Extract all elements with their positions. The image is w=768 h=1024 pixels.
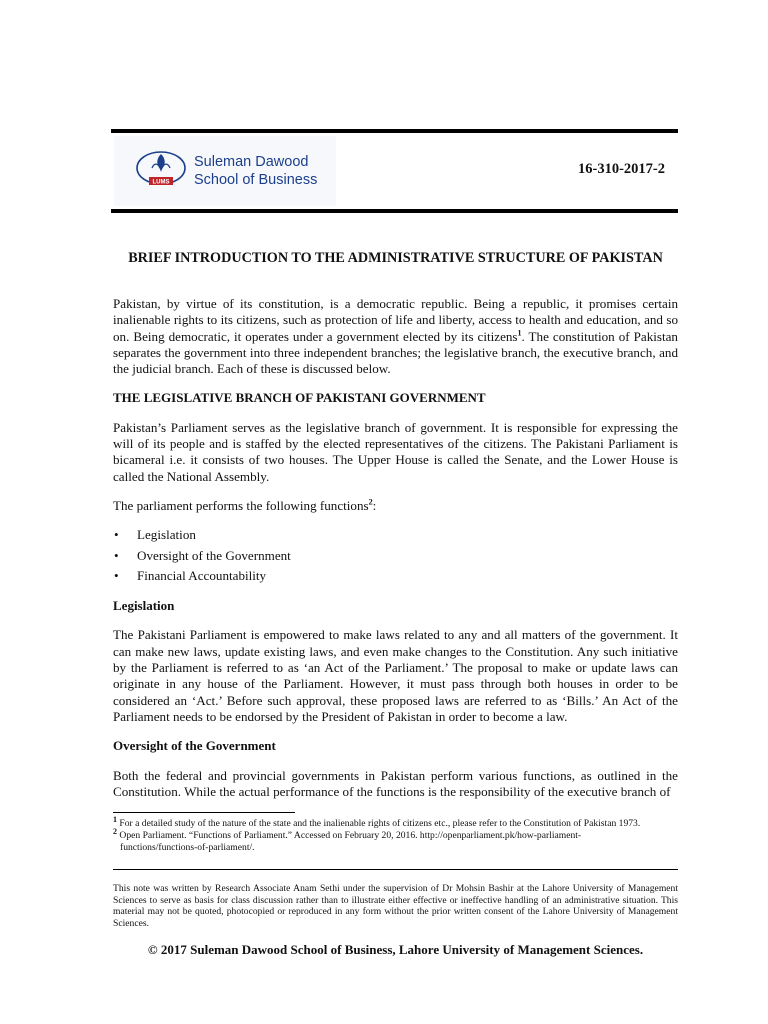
logo-line-2: School of Business	[194, 172, 318, 188]
legislation-paragraph: The Pakistani Parliament is empowered to make laws related to any and all matters of the government. It can make new laws, update existing laws, and even make changes to the Constitution. Any such initiative by the Parliament is referred to as ‘an Act of the Parliament.’ The proposal to make or update laws can originate in any house of the Parliament. However, it must pass through both houses in order to be considered an ‘Act.’ Before such approval, these proposed laws are referred to as ‘Bills.’ An Act of the Parliament needs to be endorsed by the President of Pakistan in order to become a law.	[113, 627, 678, 724]
footnote-2: $^2$ Open Parliament. “Functions of Parliament.” Accessed on February 20, 2016. http://openparliament.pk/how-parliament-	[113, 826, 582, 841]
list-item: • Oversight of the Government	[113, 548, 678, 564]
authorship-note: This note was written by Research Associate Anam Sethi under the supervision of Dr Mohsin Bashir at the Lahore University of Management Sciences to serve as basis for class discussion rather than to illustrate either effective or ineffective handling of an administrative situation. This material may not be quoted, photocopied or reproduced in any form without the prior written consent of the Lahore University of Management Sciences.	[113, 883, 678, 929]
oversight-heading: Oversight of the Government	[113, 738, 276, 754]
document-title: BRIEF INTRODUCTION TO THE ADMINISTRATIVE STRUCTURE OF PAKISTAN	[128, 250, 663, 266]
footnote-2-continuation[interactable]: functions/functions-of-parliament/.	[120, 842, 255, 853]
note-separator	[113, 869, 678, 870]
list-item: • Legislation	[113, 527, 678, 543]
document-body	[113, 296, 678, 813]
copyright-line: © 2017 Suleman Dawood School of Business, Lahore University of Management Sciences.	[147, 942, 644, 957]
school-logo	[114, 136, 336, 206]
logo-wordmark	[194, 153, 317, 189]
emblem-label: LUMS	[152, 179, 170, 186]
footnote-ref-1[interactable]: 1	[517, 328, 522, 338]
legislation-heading: Legislation	[113, 598, 175, 614]
legislative-heading: THE LEGISLATIVE BRANCH OF PAKISTANI GOVERNMENT	[113, 390, 486, 406]
lums-emblem-icon	[134, 148, 188, 190]
document-number: 16-310-2017-2	[578, 161, 665, 177]
functions-intro: The parliament performs the following functions$^2$:	[113, 497, 377, 513]
functions-list	[113, 527, 678, 584]
footnotes	[113, 814, 678, 854]
legislative-paragraph: Pakistan’s Parliament serves as the legislative branch of government. It is responsible for expressing the will of its people and is staffed by the elected representatives of the citizens. The Pakistani Parliament is bicameral i.e. it consists of two houses. The Upper House is called the Senate, and the Lower House is called the National Assembly.	[113, 419, 678, 484]
intro-paragraph: Pakistan, by virtue of its constitution, is a democratic republic. Being a republic, it promises certain inalienable rights to its citizens, such as protection of life and liberty, access to health and education, and so on. Being democratic, it operates under a government elected by its citizens$^1$. The constitution of Pakistan separates the government into three independent branches; the legislative branch, the executive branch, and the judicial branch. Each of these is discussed below.	[113, 296, 678, 377]
logo-line-1: Suleman Dawood	[194, 154, 309, 170]
footnote-separator	[113, 812, 295, 813]
footnote-ref-2[interactable]: 2	[368, 497, 373, 507]
list-item: • Financial Accountability	[113, 568, 678, 584]
header-top-rule	[111, 129, 678, 133]
oversight-paragraph: Both the federal and provincial governments in Pakistan perform various functions, as outlined in the Constitution. While the actual performance of the functions is the responsibility of the executive branch of	[113, 767, 678, 799]
footnote-1: $^1$ For a detailed study of the nature of the state and the inalienable rights of citizens etc., please refer to the Constitution of Pakistan 1973.	[113, 814, 641, 829]
header-bottom-rule	[111, 209, 678, 213]
